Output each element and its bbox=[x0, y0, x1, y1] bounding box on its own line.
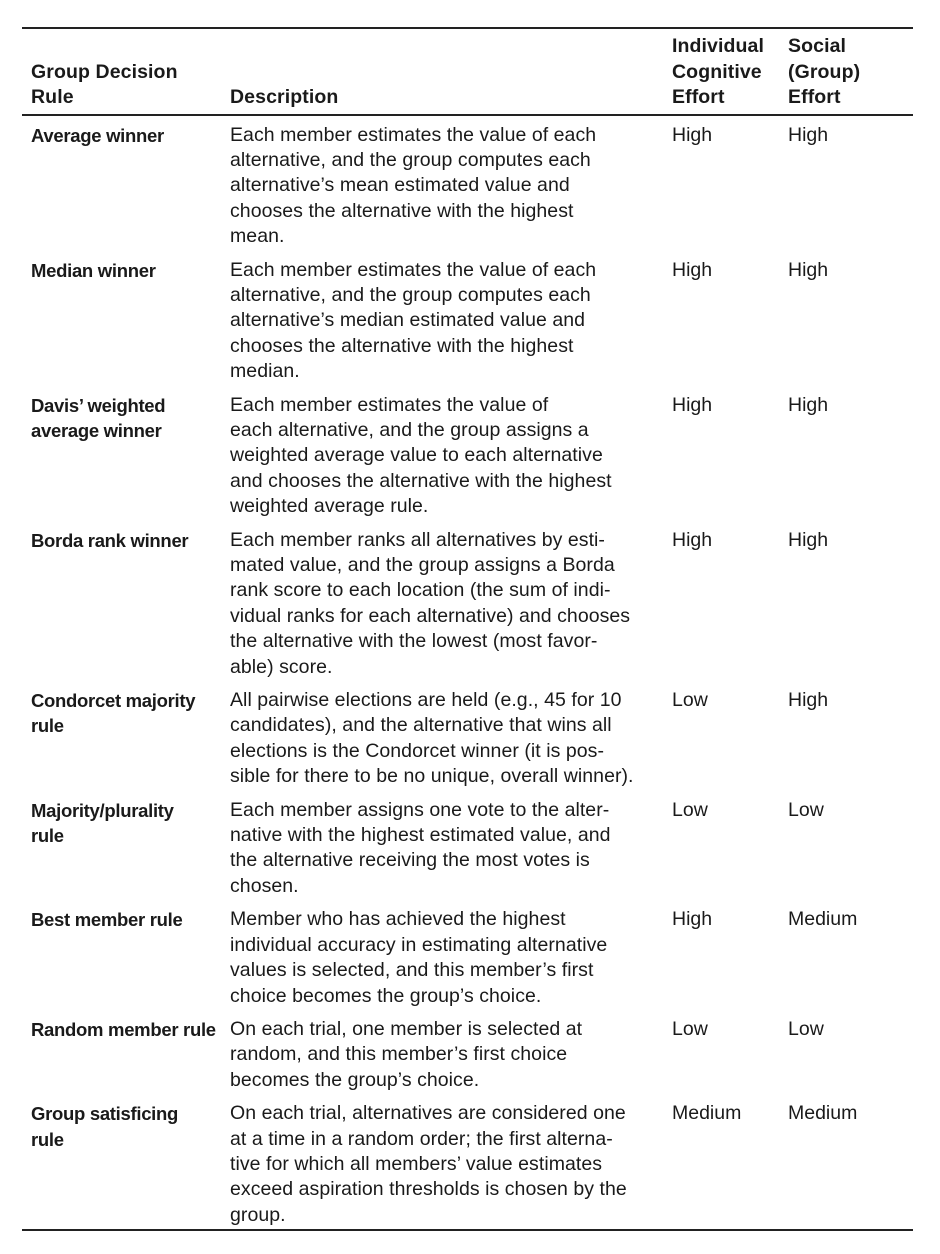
social-effort-cell: High bbox=[788, 528, 829, 551]
description-line: native with the highest estimated value, and bbox=[230, 824, 611, 847]
social-effort-cell: High bbox=[788, 123, 829, 146]
description-cell bbox=[222, 521, 663, 681]
description-line: each alternative, and the group assigns a bbox=[230, 418, 589, 441]
description-line: tive for which all members’ value estimates bbox=[230, 1152, 603, 1175]
description-cell bbox=[222, 900, 663, 1010]
table-row bbox=[22, 681, 913, 791]
social-effort-cell: Medium bbox=[788, 908, 858, 931]
description-line: mated value, and the group assigns a Borda bbox=[230, 554, 615, 576]
individual-effort-cell: High bbox=[672, 123, 713, 146]
rule-name-cell bbox=[22, 386, 222, 521]
description-line: and chooses the alternative with the highest bbox=[230, 469, 612, 492]
rule-name-line: Majority/plurality bbox=[31, 799, 174, 821]
description-line: at a time in a random order; the first alterna- bbox=[230, 1127, 613, 1150]
header-line: (Group) bbox=[788, 60, 861, 83]
rule-name-line: Condorcet majority bbox=[31, 690, 196, 712]
description-line: alternative, and the group computes each bbox=[230, 148, 591, 171]
description-cell bbox=[222, 386, 663, 521]
header-line: Effort bbox=[788, 86, 841, 108]
description-line: chooses the alternative with the highest bbox=[230, 334, 574, 357]
description-line: weighted average rule. bbox=[230, 495, 429, 518]
header-line: Individual bbox=[672, 35, 765, 57]
description-line: exceed aspiration thresholds is chosen by the bbox=[230, 1178, 627, 1201]
description-line: the alternative receiving the most votes is bbox=[230, 849, 590, 872]
social-effort-cell: Low bbox=[788, 1017, 824, 1040]
header-group-decision-rule bbox=[22, 28, 222, 115]
description-line: Each member estimates the value of bbox=[230, 393, 549, 416]
table-row bbox=[22, 115, 913, 251]
rule-name-line: rule bbox=[31, 825, 64, 847]
description-line: candidates), and the alternative that wins all bbox=[230, 714, 612, 737]
individual-effort-cell: Low bbox=[672, 689, 708, 712]
description-line: alternative’s median estimated value and bbox=[230, 309, 586, 332]
social-effort-cell: High bbox=[788, 689, 829, 712]
description-cell bbox=[222, 115, 663, 251]
description-line: Each member ranks all alternatives by esti- bbox=[230, 528, 605, 551]
description-line: Each member assigns one vote to the alter- bbox=[230, 798, 610, 821]
individual-effort-cell: High bbox=[672, 258, 713, 281]
rule-name-cell bbox=[22, 251, 222, 386]
description-line: group. bbox=[230, 1203, 286, 1226]
table-row bbox=[22, 521, 913, 681]
rule-name-cell bbox=[22, 791, 222, 901]
description-line: choice becomes the group’s choice. bbox=[230, 984, 542, 1007]
description-line: becomes the group’s choice. bbox=[230, 1068, 480, 1091]
header-individual-cognitive-effort bbox=[663, 28, 779, 115]
decision-rules-table-container bbox=[22, 27, 913, 1231]
description-line: chosen. bbox=[230, 874, 299, 897]
header-line: Effort bbox=[672, 86, 725, 108]
social-effort-cell: Low bbox=[788, 798, 824, 821]
table-row bbox=[22, 791, 913, 901]
header-line: Cognitive bbox=[672, 60, 762, 83]
table-header-row bbox=[22, 28, 913, 115]
rule-name-cell bbox=[22, 681, 222, 791]
description-line: median. bbox=[230, 360, 300, 383]
header-line: Group Decision bbox=[31, 60, 178, 83]
individual-effort-cell: Low bbox=[672, 798, 708, 821]
individual-effort-cell: High bbox=[672, 393, 713, 416]
individual-effort-cell: Low bbox=[672, 1017, 708, 1040]
header-description bbox=[222, 28, 663, 115]
description-line: On each trial, one member is selected at bbox=[230, 1017, 583, 1040]
description-line: sible for there to be no unique, overall winner). bbox=[230, 765, 634, 788]
description-cell bbox=[222, 681, 663, 791]
rule-name-line: Borda rank winner bbox=[31, 529, 189, 551]
rule-name-line: rule bbox=[31, 715, 64, 737]
rule-name-line: rule bbox=[31, 1128, 64, 1150]
description-line: mean. bbox=[230, 225, 285, 248]
rule-name-cell bbox=[22, 900, 222, 1010]
description-line: alternative, and the group computes each bbox=[230, 283, 591, 306]
header-line: Description bbox=[230, 86, 339, 108]
individual-effort-cell: High bbox=[672, 908, 713, 931]
description-line: rank score to each location (the sum of indi- bbox=[230, 579, 611, 602]
rule-name-cell bbox=[22, 115, 222, 251]
rule-name-line: Median winner bbox=[31, 259, 156, 281]
individual-effort-cell: Medium bbox=[672, 1102, 742, 1125]
description-line: values is selected, and this member’s first bbox=[230, 959, 594, 982]
rule-name-line: Random member rule bbox=[31, 1018, 216, 1040]
header-social-group-effort bbox=[779, 28, 913, 115]
rule-name-line: Average winner bbox=[31, 124, 164, 146]
description-line: chooses the alternative with the highest bbox=[230, 199, 574, 222]
description-line: Member who has achieved the highest bbox=[230, 908, 566, 931]
description-cell bbox=[222, 1094, 663, 1230]
table-body bbox=[22, 115, 913, 1231]
rule-name-cell bbox=[22, 521, 222, 681]
rule-name-cell bbox=[22, 1094, 222, 1230]
rule-name-line: Group satisficing bbox=[31, 1103, 179, 1125]
table-row bbox=[22, 386, 913, 521]
rule-name-cell bbox=[22, 1010, 222, 1094]
header-line: Rule bbox=[31, 86, 74, 108]
rule-name-line: Davis’ weighted bbox=[31, 394, 166, 416]
description-line: the alternative with the lowest (most favor- bbox=[230, 630, 598, 653]
description-cell bbox=[222, 791, 663, 901]
social-effort-cell: High bbox=[788, 393, 829, 416]
description-line: Each member estimates the value of each bbox=[230, 123, 597, 146]
table-row bbox=[22, 251, 913, 386]
table-row bbox=[22, 900, 913, 1010]
description-line: On each trial, alternatives are considered one bbox=[230, 1102, 626, 1125]
header-line: Social bbox=[788, 35, 847, 57]
description-line: Each member estimates the value of each bbox=[230, 258, 597, 281]
social-effort-cell: Medium bbox=[788, 1102, 858, 1125]
description-line: random, and this member’s first choice bbox=[230, 1043, 568, 1066]
description-line: All pairwise elections are held (e.g., 45 for 10 bbox=[230, 689, 622, 712]
description-line: weighted average value to each alternative bbox=[230, 444, 603, 467]
decision-rules-table bbox=[22, 27, 913, 1231]
description-line: vidual ranks for each alternative) and chooses bbox=[230, 604, 631, 627]
description-cell bbox=[222, 1010, 663, 1094]
rule-name-line: Best member rule bbox=[31, 909, 183, 931]
description-line: alternative’s mean estimated value and bbox=[230, 174, 570, 197]
rule-name-line: average winner bbox=[31, 419, 162, 441]
description-line: able) score. bbox=[230, 655, 333, 678]
social-effort-cell: High bbox=[788, 258, 829, 281]
description-line: individual accuracy in estimating alternative bbox=[230, 933, 608, 956]
description-cell bbox=[222, 251, 663, 386]
table-row bbox=[22, 1010, 913, 1094]
description-line: elections is the Condorcet winner (it is pos- bbox=[230, 739, 604, 762]
table-row bbox=[22, 1094, 913, 1230]
individual-effort-cell: High bbox=[672, 528, 713, 551]
